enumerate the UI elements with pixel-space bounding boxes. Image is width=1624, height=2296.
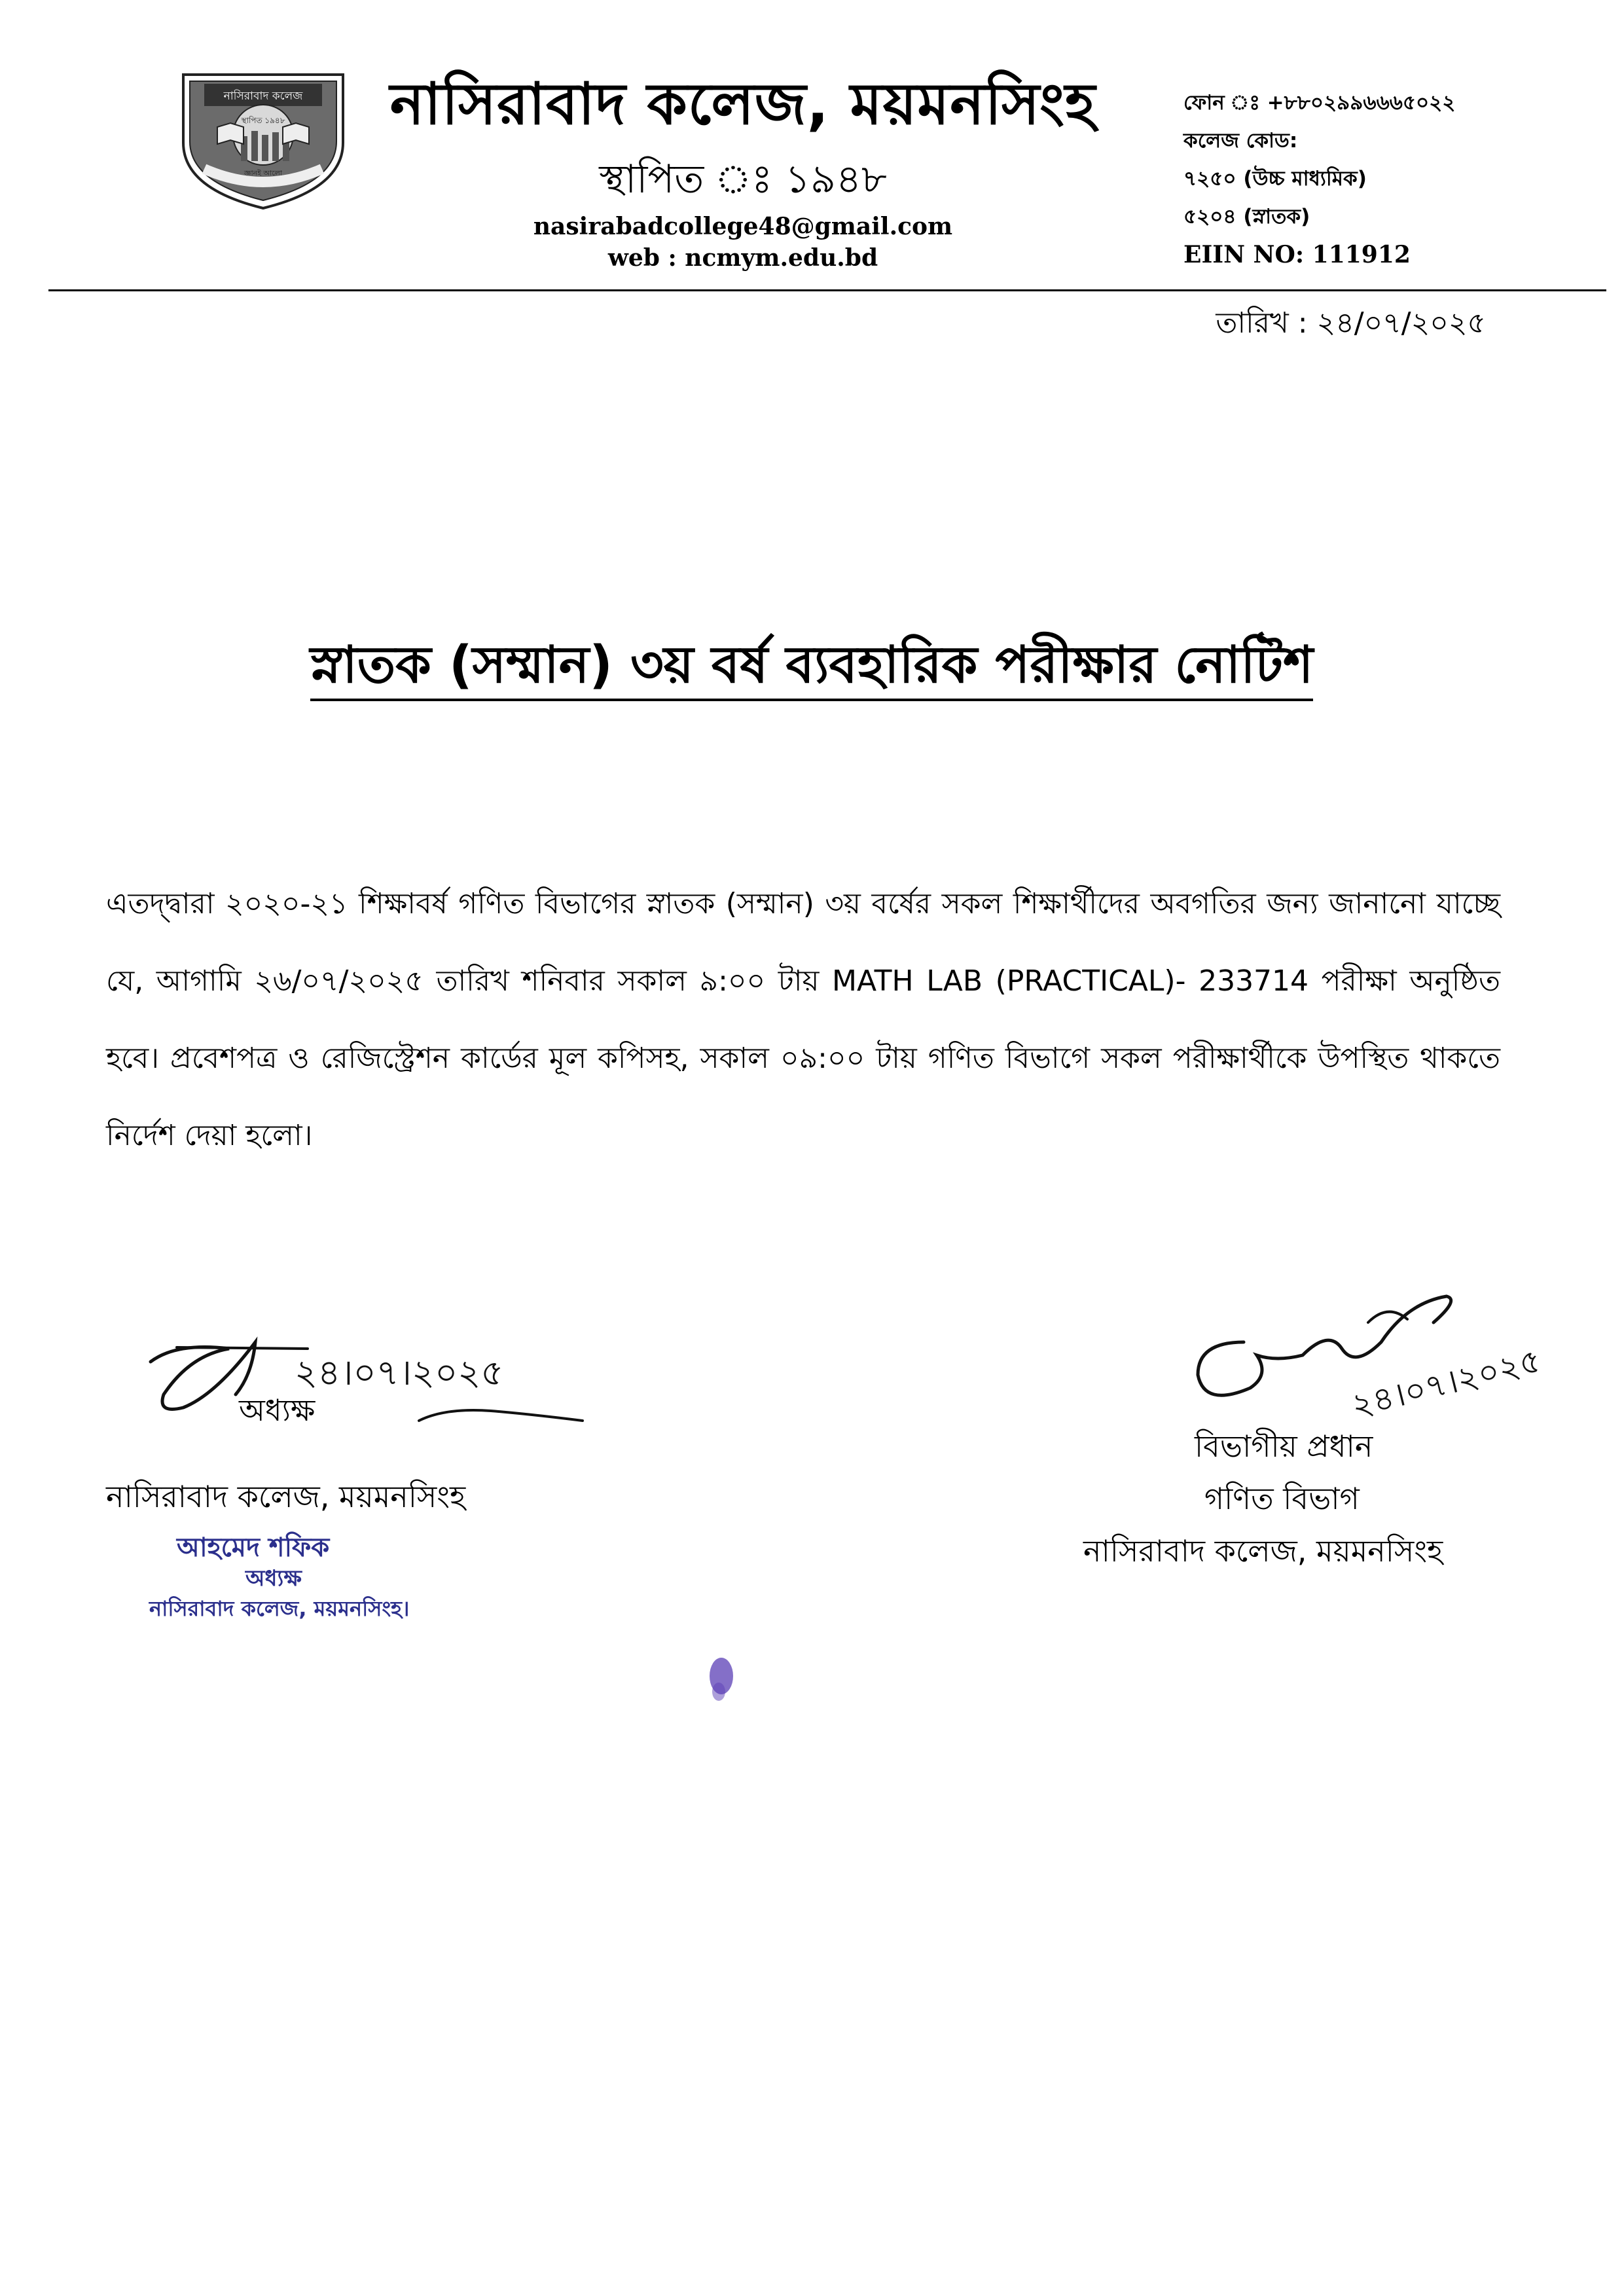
principal-stamp-name: আহমেদ শফিক — [177, 1533, 330, 1563]
department-head-signature-scribble — [1172, 1283, 1604, 1427]
college-name: নাসিরাবাদ কলেজ, ময়মনসিংহ — [389, 70, 1096, 137]
principal-signed-date: ২৪।০৭।২০২৫ — [295, 1352, 504, 1393]
logo-top-text: নাসিরাবাদ কলেজ — [223, 90, 303, 103]
department-name: গণিত বিভাগ — [1204, 1481, 1360, 1516]
principal-stamp-title: অধ্যক্ষ — [245, 1565, 302, 1592]
contact-block — [1183, 84, 1602, 274]
principal-college: নাসিরাবাদ কলেজ, ময়মনসিংহ — [106, 1479, 466, 1514]
department-head-title: বিভাগীয় প্রধান — [1195, 1429, 1373, 1464]
department-head-signed-date: ২৪।০৭।২০২৫ — [1347, 1341, 1545, 1425]
notice-title — [105, 625, 1519, 710]
logo-motto: জ্ঞানই আলো — [244, 169, 283, 177]
ink-blot — [702, 1650, 741, 1709]
principal-stamp-college: নাসিরাবাদ কলেজ, ময়মনসিংহ। — [149, 1596, 410, 1621]
principal-title: অধ্যক্ষ — [239, 1393, 316, 1428]
notice-title-text: স্নাতক (সম্মান) ৩য় বর্ষ ব্যবহারিক পরীক্ষার নোটিশ — [310, 636, 1314, 701]
notice-body: এতদ্দ্বারা ২০২০-২১ শিক্ষাবর্ষ গণিত বিভাগের স্নাতক (সম্মান) ৩য় বর্ষের সকল শিক্ষার্থীদের অবগতির জন্য জানানো যাচ্ছে যে, আগামি ২৬/০৭/২০২৫ তারিখ শনিবার সকাল ৯:০০ টায় MATH LAB (PRACTICAL)- 233714 পরীক্ষা অনুষ্ঠিত হবে। প্রবেশপত্র ও রেজিস্ট্রেশন কার্ডের মূল কপিসহ, সকাল ০৯:০০ টায় গণিত বিভাগে সকল পরীক্ষার্থীকে উপস্থিত থাকতে নির্দেশ দেয়া হলো। — [106, 887, 1500, 1152]
notice-date: তারিখ : ২৪/০৭/২০২৫ — [1216, 306, 1486, 340]
logo-est-text: স্থাপিত ১৯৪৮ — [241, 116, 285, 125]
department-head-signature — [1172, 1283, 1604, 1427]
college-website: web : ncmym.edu.bd — [607, 244, 878, 272]
principal-signature-scribble — [137, 1322, 596, 1467]
department-head-college: নাসিরাবাদ কলেজ, ময়মনসিংহ — [1083, 1533, 1443, 1569]
college-logo-emblem — [178, 71, 348, 211]
principal-signature — [137, 1322, 596, 1467]
college-code-label: কলেজ কোড: — [1183, 129, 1298, 153]
college-logo — [178, 71, 348, 211]
college-code-hsc: ৭২৫০ (উচ্চ মাধ্যমিক) — [1183, 167, 1367, 191]
phone-number: ফোন ঃ +৮৮০২৯৯৬৬৬৫০২২ — [1183, 91, 1456, 115]
header-divider — [48, 289, 1606, 291]
established-year: স্থাপিত ঃ ১৯৪৮ — [599, 156, 887, 202]
college-email: nasirabadcollege48@gmail.com — [533, 213, 953, 240]
eiin-number: EIIN NO: 111912 — [1183, 241, 1411, 268]
college-code-degree: ৫২০৪ (স্নাতক) — [1183, 205, 1310, 228]
